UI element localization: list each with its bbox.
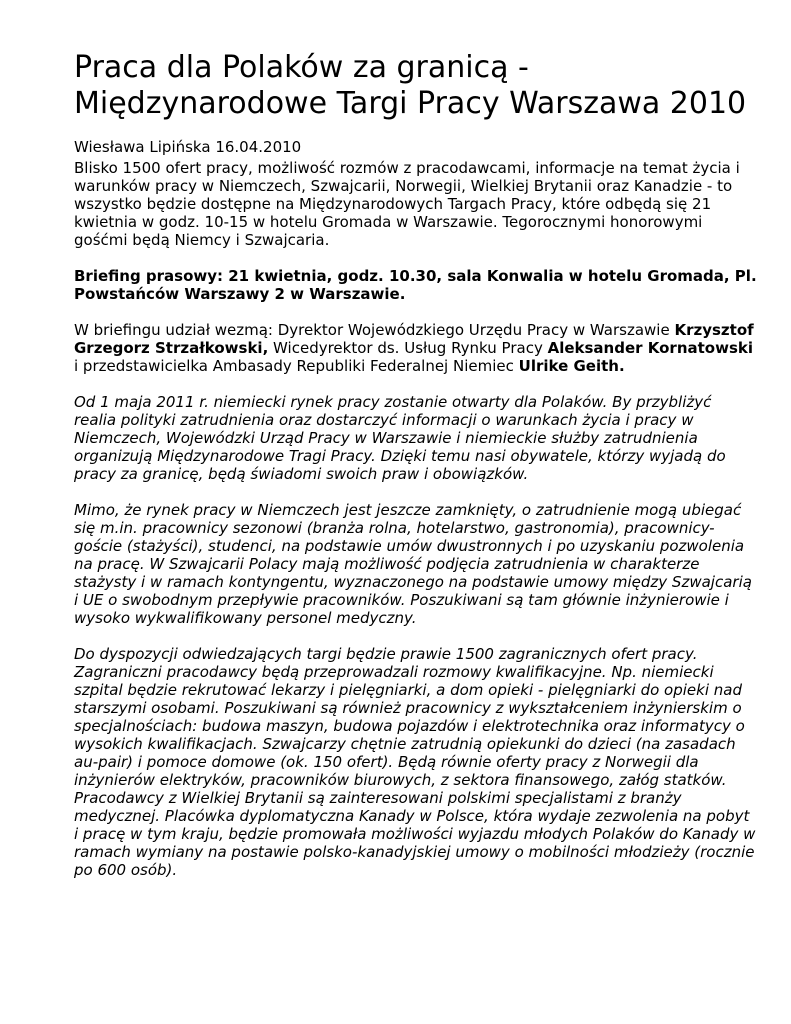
author-date-line: Wiesława Lipińska 16.04.2010 bbox=[74, 138, 302, 156]
participants-mid: Wicedyrektor ds. Usług Rynku Pracy bbox=[268, 339, 548, 357]
page-title: Praca dla Polaków za granicą - Międzynarodowe Targi Pracy Warszawa 2010 bbox=[74, 50, 747, 121]
body-paragraph-3: Do dyspozycji odwiedzających targi będzie prawie 1500 zagranicznych ofert pracy. Zagraniczni pracodawcy będą przeprowadzali rozmowy kwalifikacyjne. Np. niemiecki szpital będzie rekrutować lekarzy i pielęgniarki, a dom opieki - pielęgniarki do opieki nad starszymi osobami. Poszukiwani są również pracownicy z wykształceniem inżynierskim o specjalnościach: budowa maszyn, budowa pojazdów i elektrotechnika oraz informatycy o wysokich kwalifikacjach. Szwajcarzy chętnie zatrudnią opiekunki do dzieci (na zasadach au-pair) i pomoce domowe (ok. 150 ofert). Będą równie oferty pracy z Norwegii dla inżynierów elektryków, pracowników biurowych, z sektora finansowego, załóg statków. Pracodawcy z Wielkiej Brytanii są zainteresowani polskimi specjalistami z branży medycznej. Placówka dyplomatyczna Kanady w Polsce, która wydaje zezwolenia na pobyt i pracę w tym kraju, będzie promowała możliwości wyjazdu młodych Polaków do Kanady w ramach wymiany na postawie polsko-kanadyjskiej umowy o mobilności młodzieży (rocznie po 600 osób). bbox=[74, 645, 756, 879]
participant-name-2: Aleksander Kornatowski bbox=[547, 339, 753, 357]
body-paragraph-1: Od 1 maja 2011 r. niemiecki rynek pracy zostanie otwarty dla Polaków. By przybliżyć realia polityki zatrudnienia oraz dostarczyć informacji o warunkach życia i pracy w Niemczech, Wojewódzki Urząd Pracy w Warszawie i niemieckie służby zatrudnienia organizują Międzynarodowe Tragi Pracy. Dzięki temu nasi obywatele, którzy wyjadą do pracy za granicę, będą świadomi swoich praw i obowiązków. bbox=[74, 393, 726, 483]
document-page bbox=[74, 50, 758, 879]
participants-intro: W briefingu udział wezmą: Dyrektor Wojewódzkiego Urzędu Pracy w Warszawie bbox=[74, 321, 675, 339]
lead-paragraph: Blisko 1500 ofert pracy, możliwość rozmów z pracodawcami, informacje na temat życia i warunków pracy w Niemczech, Szwajcarii, Norwegii, Wielkiej Brytanii oraz Kanadzie - to wszystko będzie dostępne na Międzynarodowych Targach Pracy, które odbędą się 21 kwietnia w godz. 10-15 w hotelu Gromada w Warszawie. Tegorocznymi honorowymi gośćmi będą Niemcy i Szwajcaria. bbox=[74, 159, 740, 249]
body-paragraph-2: Mimo, że rynek pracy w Niemczech jest jeszcze zamknięty, o zatrudnienie mogą ubiegać się m.in. pracownicy sezonowi (branża rolna, hotelarstwo, gastronomia), pracownicy-goście (stażyści), studenci, na podstawie umów dwustronnych i po uzyskaniu pozwolenia na pracę. W Szwajcarii Polacy mają możliwość podjęcia zatrudnienia w charakterze stażysty i w ramach kontyngentu, wyznaczonego na podstawie umowy między Szwajcarią i UE o swobodnym przepływie pracowników. Poszukiwani są tam głównie inżynierowie i wysoko wykwalifikowany personel medyczny. bbox=[74, 501, 752, 627]
participant-name-3: Ulrike Geith. bbox=[518, 357, 625, 375]
participants-mid-2: i przedstawicielka Ambasady Republiki Federalnej Niemiec bbox=[74, 357, 519, 375]
participants-paragraph bbox=[74, 321, 758, 375]
briefing-paragraph: Briefing prasowy: 21 kwietnia, godz. 10.30, sala Konwalia w hotelu Gromada, Pl. Powstańców Warszawy 2 w Warszawie. bbox=[74, 267, 757, 303]
participant-name-1: Krzysztof Grzegorz Strzałkowski, bbox=[74, 321, 754, 357]
